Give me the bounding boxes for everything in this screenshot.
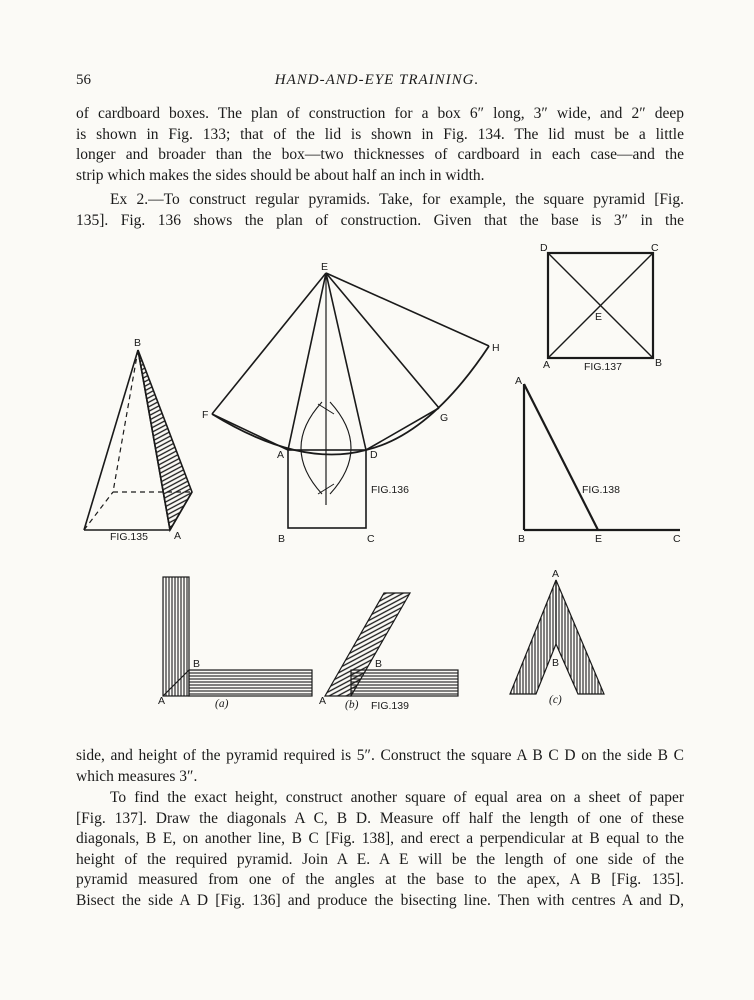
fig135-caption: FIG.135 xyxy=(110,531,148,543)
text-line: of cardboard boxes. The plan of construction for a box 6″ long, 3″ wide, and 2″ deep xyxy=(76,105,684,122)
fig136-caption: FIG.136 xyxy=(371,484,409,496)
fig136-label-g: G xyxy=(440,412,449,424)
fig136-label-f: F xyxy=(202,409,209,421)
text-line: pyramid measured from one of the angles at the base to the apex, A B [Fig. 135]. xyxy=(76,871,684,889)
fig-135 xyxy=(84,350,192,530)
fig138-label-b: B xyxy=(518,533,526,545)
fig138-label-e: E xyxy=(595,533,603,545)
fig139a-label-b: B xyxy=(193,658,201,670)
fig137-label-a: A xyxy=(543,359,551,371)
fig138-label-a: A xyxy=(515,375,523,387)
text-line: Ex 2.—To construct regular pyramids. Take, for example, the square pyramid [Fig. xyxy=(110,191,684,208)
fig136-label-e: E xyxy=(321,261,329,273)
fig139c-label-a: A xyxy=(552,568,560,580)
fig137-label-d: D xyxy=(540,242,548,254)
text-line: strip which makes the sides should be about half an inch in width. xyxy=(76,166,485,184)
bottom-paragraph-2 xyxy=(76,788,684,912)
fig-136 xyxy=(212,273,489,528)
fig136-label-c: C xyxy=(367,533,375,545)
fig136-label-b: B xyxy=(278,533,286,545)
bottom-paragraph-1 xyxy=(76,746,684,787)
fig138-label-c: C xyxy=(673,533,681,545)
text-line: Bisect the side A D [Fig. 136] and produce the bisecting line. Then with centres A and D, xyxy=(76,891,684,909)
fig137-label-b: B xyxy=(655,357,663,369)
fig-138 xyxy=(524,384,680,530)
fig137-label-c: C xyxy=(651,242,659,254)
text-line: which measures 3″. xyxy=(76,767,198,785)
fig139b-label-a: A xyxy=(319,695,327,707)
fig139b-label-b: B xyxy=(375,658,383,670)
fig139c-sub: (c) xyxy=(549,694,562,706)
fig139a-label-a: A xyxy=(158,695,166,707)
fig-139c xyxy=(510,580,604,694)
fig139b-sub: (b) xyxy=(345,699,359,711)
fig-139b xyxy=(325,593,458,696)
fig139a-sub: (a) xyxy=(215,698,229,710)
fig135-label-b: B xyxy=(134,337,142,349)
fig139c-label-b: B xyxy=(552,657,560,669)
text-line: To find the exact height, construct another square of equal area on a sheet of paper xyxy=(110,789,684,806)
text-line: longer and broader than the box—two thicknesses of cardboard in each case—and the xyxy=(76,146,684,164)
page-number: 56 xyxy=(76,72,91,88)
text-line: is shown in Fig. 133; that of the lid is shown in Fig. 134. The lid must be a little xyxy=(76,125,684,143)
fig136-label-h: H xyxy=(492,342,500,354)
fig-139a xyxy=(163,577,312,696)
fig135-label-a: A xyxy=(174,530,182,542)
fig139-caption: FIG.139 xyxy=(371,700,409,712)
fig136-label-d: D xyxy=(370,449,378,461)
text-line: height of the required pyramid. Join A E. A E will be the length of one side of the xyxy=(76,850,684,868)
text-line: 135]. Fig. 136 shows the plan of construction. Given that the base is 3″ in the xyxy=(76,211,684,229)
fig138-caption: FIG.138 xyxy=(582,484,620,496)
fig137-caption: FIG.137 xyxy=(584,361,622,373)
fig137-label-e: E xyxy=(595,311,603,323)
fig136-label-a: A xyxy=(277,449,285,461)
text-line: [Fig. 137]. Draw the diagonals A C, B D. Measure off half the length of one of these xyxy=(76,809,684,827)
fig-137 xyxy=(548,253,653,358)
running-title: HAND-AND-EYE TRAINING. xyxy=(274,72,480,88)
text-line: side, and height of the pyramid required is 5″. Construct the square A B C D on the side B C xyxy=(76,747,684,764)
text-line: diagonals, B E, on another line, B C [Fig. 138], and erect a perpendicular at B equal to the xyxy=(76,830,684,848)
